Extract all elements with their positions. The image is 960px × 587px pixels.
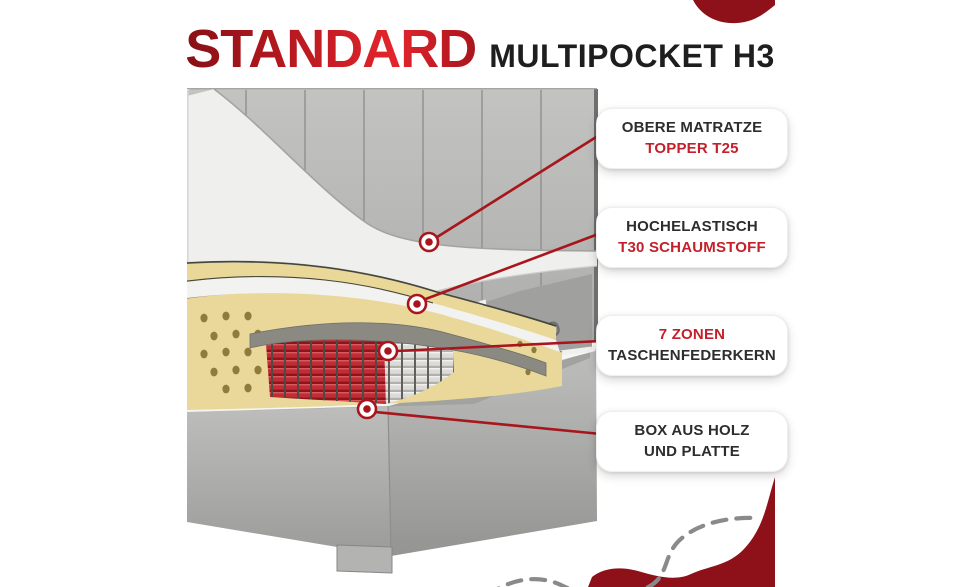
callout-label-foam	[596, 207, 788, 268]
label-line: T30 SCHAUMSTOFF	[618, 238, 766, 256]
box-foot	[337, 545, 392, 573]
callout-marker-foam	[408, 295, 426, 313]
title-primary: STANDARD	[185, 19, 477, 79]
springs-red	[266, 332, 386, 404]
callout-label-springs	[596, 315, 788, 376]
label-line: UND PLATTE	[644, 442, 740, 460]
title-secondary: MULTIPOCKET H3	[489, 38, 775, 74]
label-line: TOPPER T25	[645, 139, 739, 157]
label-line: BOX AUS HOLZ	[634, 422, 750, 439]
label-line: TASCHENFEDERKERN	[608, 346, 776, 364]
label-line: OBERE MATRATZE	[621, 119, 763, 136]
label-line: 7 ZONEN	[658, 326, 726, 343]
callout-marker-springs	[379, 342, 397, 360]
callout-label-topper	[596, 108, 788, 169]
page-title	[0, 18, 960, 80]
callout-marker-topper	[420, 233, 438, 251]
label-line: HOCHELASTISCH	[626, 218, 758, 235]
callout-marker-box	[358, 400, 376, 418]
callout-label-box	[596, 411, 788, 472]
red-blob-bottom-right	[588, 477, 775, 587]
